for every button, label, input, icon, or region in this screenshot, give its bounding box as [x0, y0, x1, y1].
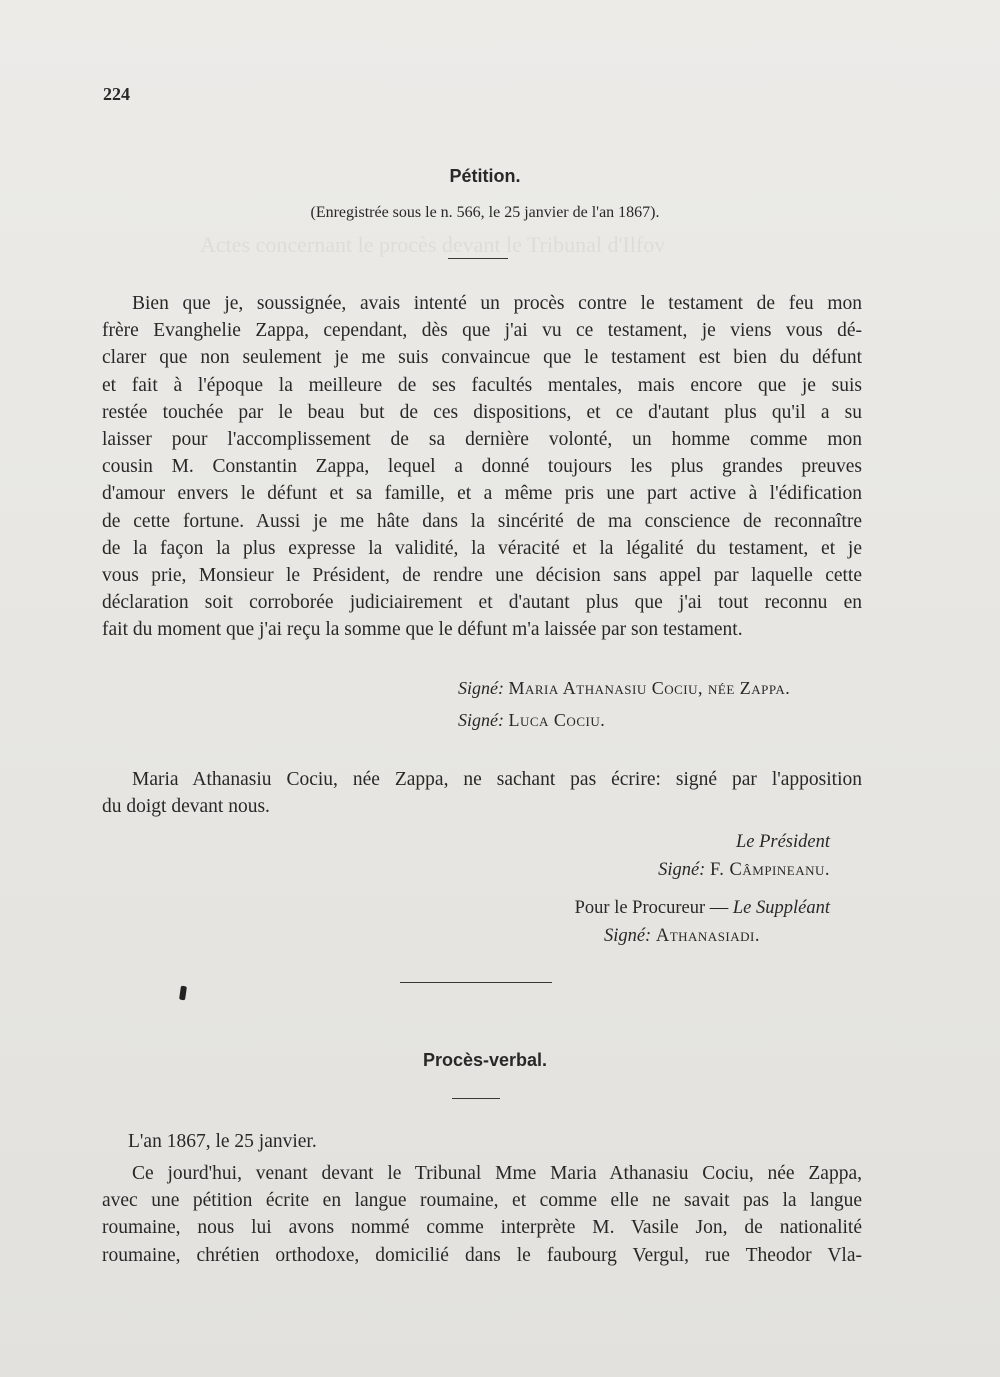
divider	[452, 1098, 500, 1099]
president-title: Le Président	[735, 832, 830, 852]
thumbprint-note	[102, 766, 862, 820]
signatory-name: Luca Cociu.	[508, 710, 606, 730]
signature-label: Signé:	[603, 926, 652, 946]
text-line: fait du moment que j'ai reçu la somme que le défunt m'a laissée par son testament.	[102, 619, 743, 641]
text-line: déclaration soit corroborée judiciairement et d'autant plus que j'ai tout reconnu en	[102, 592, 862, 614]
signature-luca	[458, 710, 605, 731]
text-line: roumaine, chrétien orthodoxe, domicilié dans le faubourg Vergul, rue Theodor Vla-	[102, 1244, 862, 1266]
proces-verbal-body	[102, 1160, 862, 1269]
text-line: laisser pour l'accomplissement de sa dernière volonté, un homme comme mon	[102, 429, 862, 451]
text-line: roumaine, nous lui avons nommé comme interprète M. Vasile Jon, de nationalité	[102, 1217, 862, 1239]
text-line: frère Evanghelie Zappa, cependant, dès que j'ai vu ce testament, je viens vous dé-	[102, 320, 862, 342]
section-divider	[400, 982, 552, 983]
procureur-title: Le Suppléant	[732, 898, 830, 918]
proces-verbal-date	[102, 1128, 862, 1155]
signature-label: Signé:	[458, 678, 504, 698]
text-line: Bien que je, soussignée, avais intenté un procès contre le testament de feu mon	[132, 293, 862, 314]
procureur-line: Pour le Procureur — Le Suppléant	[574, 898, 830, 918]
procureur-signature	[604, 926, 760, 947]
signatory-name: F. Câmpineanu.	[709, 860, 830, 880]
signature-label: Signé:	[658, 860, 706, 880]
text-line: cousin M. Constantin Zappa, lequel a donné toujours les plus grandes preuves	[102, 456, 862, 478]
divider	[448, 258, 508, 259]
president-signature	[658, 860, 830, 881]
signatory-name: Maria Athanasiu Cociu, née Zappa.	[508, 678, 791, 698]
signature-label: Signé:	[458, 710, 504, 730]
text-line: vous prie, Monsieur le Président, de rendre une décision sans appel par laquelle cette	[102, 565, 862, 587]
proces-verbal-title: Procès-verbal.	[422, 1050, 548, 1070]
text-line: clarer que non seulement je me suis convaincue que le testament est bien du défunt	[102, 347, 862, 369]
text-line: du doigt devant nous.	[102, 796, 270, 818]
ink-mark	[179, 986, 187, 1001]
text-line: avec une pétition écrite en langue roumaine, et comme elle ne savait pas la langue	[102, 1190, 862, 1212]
text-line: restée touchée par le beau but de ces dispositions, et ce d'autant plus qu'il a su	[102, 401, 862, 423]
text-line: L'an 1867, le 25 janvier.	[128, 1131, 317, 1152]
text-line: et fait à l'époque la meilleure de ses facultés mentales, mais encore que je suis	[102, 374, 862, 396]
text-line: de cette fortune. Aussi je me hâte dans la sincérité de ma conscience de reconnaître	[102, 510, 862, 532]
text-line: Maria Athanasiu Cociu, née Zappa, ne sachant pas écrire: signé par l'apposition	[132, 769, 862, 790]
signature-maria	[458, 678, 790, 699]
petition-title: Pétition.	[449, 166, 521, 186]
text-line: Ce jourd'hui, venant devant le Tribunal Mme Maria Athanasiu Cociu, née Zappa,	[132, 1163, 862, 1184]
text-line: de la façon la plus expresse la validité, la véracité et la légalité du testament, et je	[102, 537, 862, 559]
petition-body	[102, 290, 862, 644]
page-number: 224	[103, 84, 130, 104]
bleed-through-text: Actes concernant le procès devant le Tribunal d'Ilfov	[200, 232, 666, 257]
petition-subtitle: (Enregistrée sous le n. 566, le 25 janvier de l'an 1867).	[310, 204, 660, 221]
signatory-name: Athanasiadi.	[655, 926, 760, 946]
text-line: d'amour envers le défunt et sa famille, et a même pris une part active à l'édification	[102, 483, 862, 505]
